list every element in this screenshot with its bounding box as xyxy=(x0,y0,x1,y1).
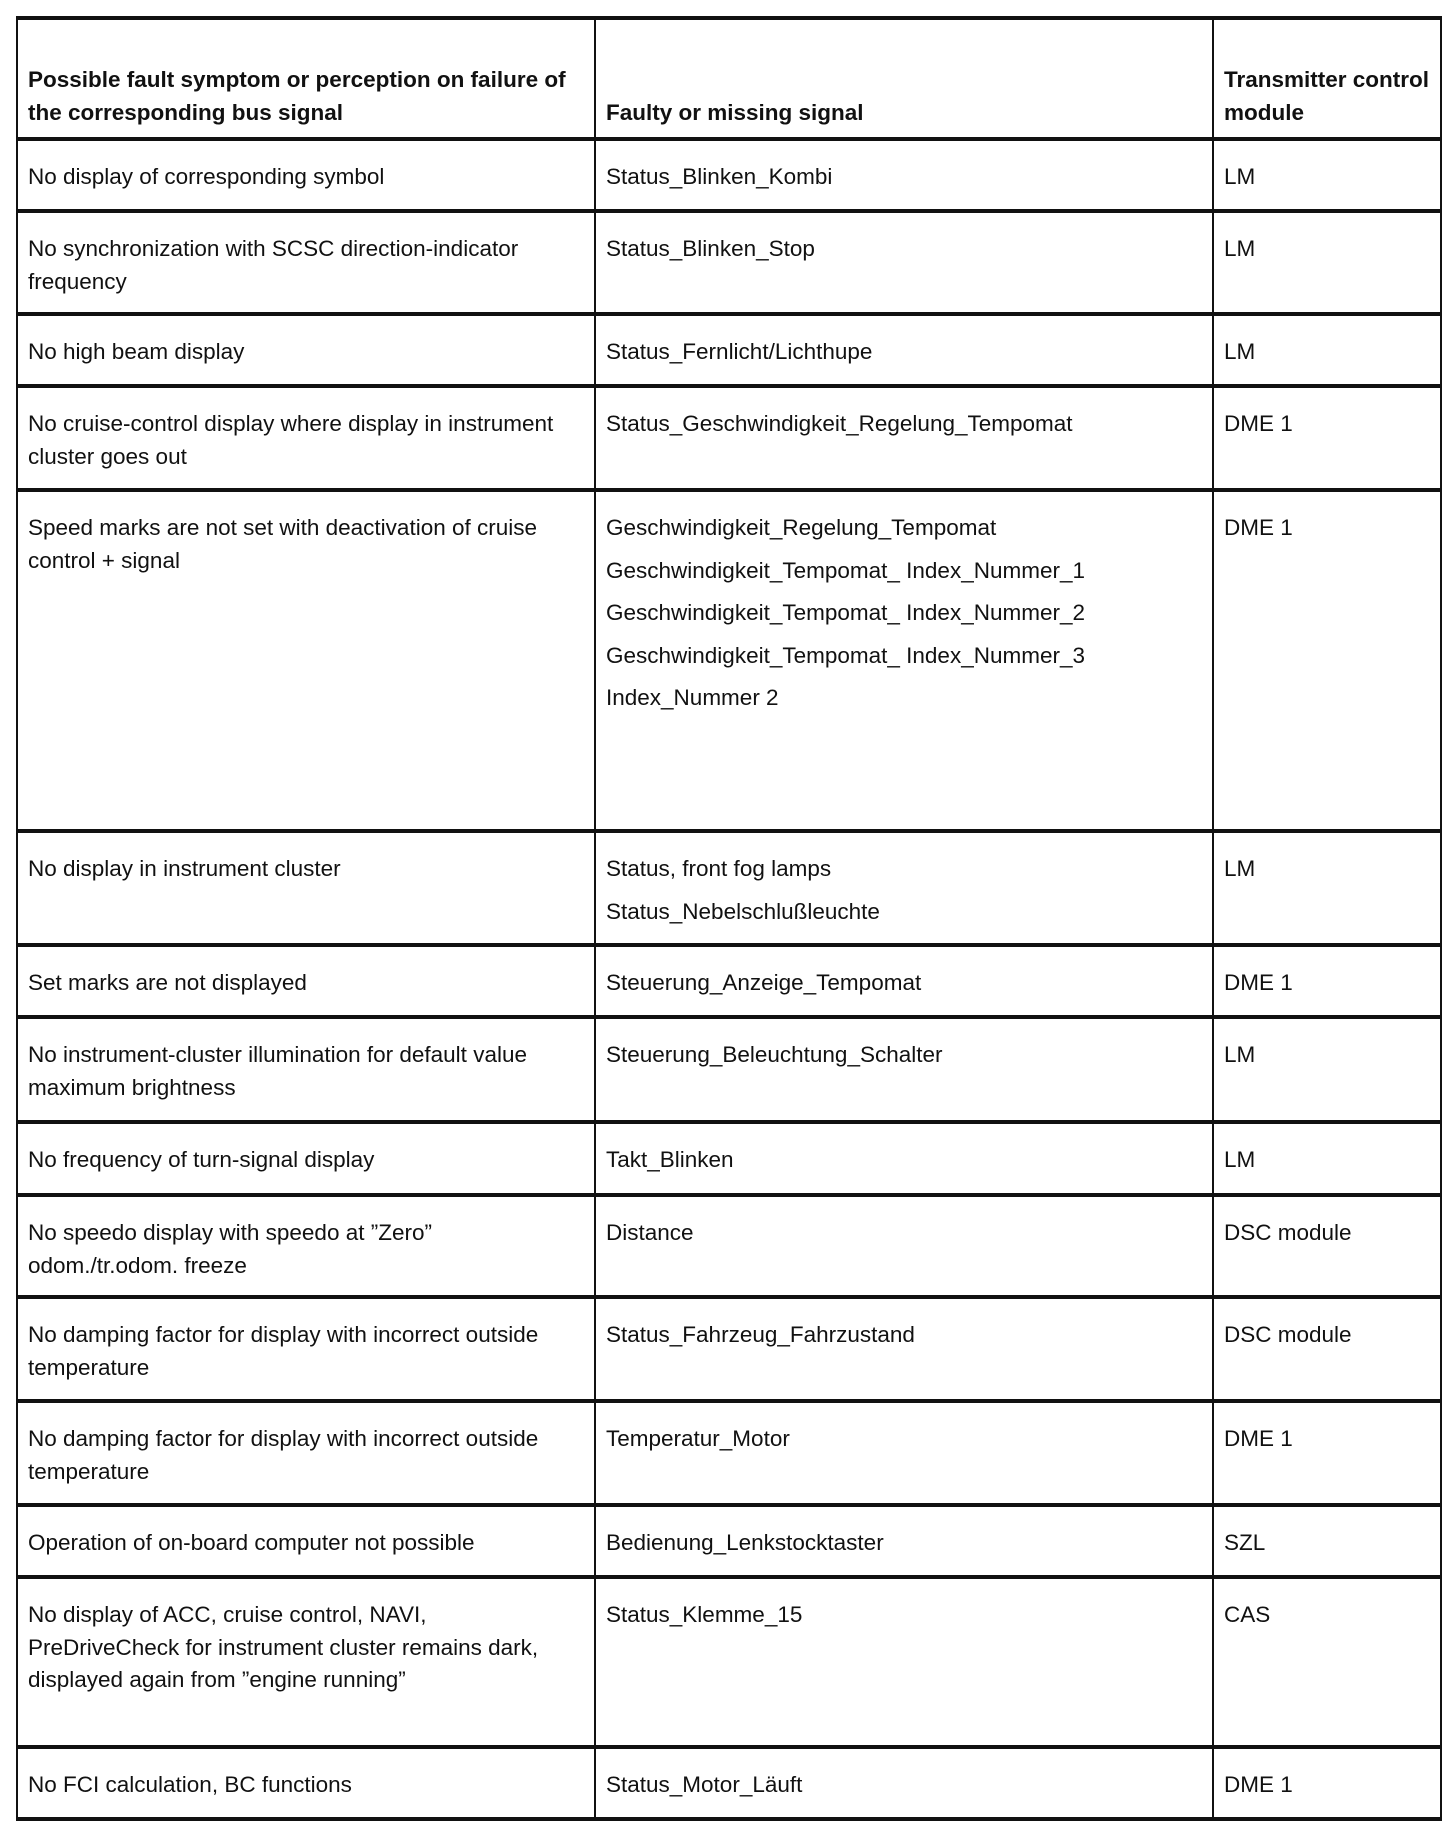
signal-cell xyxy=(595,1297,1213,1401)
signal-cell xyxy=(595,1747,1213,1819)
table-row xyxy=(17,1122,1441,1195)
signal-cell xyxy=(595,139,1213,211)
signal-name: Index_Nummer 2 xyxy=(606,685,779,710)
symptom-cell: No instrument-cluster illumination for default value maximum brightness xyxy=(17,1017,595,1122)
table-row xyxy=(17,1747,1441,1819)
symptom-cell: No synchronization with SCSC direction-indicator frequency xyxy=(17,211,595,314)
table-row xyxy=(17,139,1441,211)
signal-cell xyxy=(595,1401,1213,1505)
table-row xyxy=(17,1401,1441,1505)
signal-cell xyxy=(595,1577,1213,1747)
signal-cell xyxy=(595,831,1213,945)
table-row xyxy=(17,314,1441,386)
signal-name: Geschwindigkeit_Tempomat_ Index_Nummer_1 xyxy=(606,557,1085,583)
table-row xyxy=(17,831,1441,945)
header-row xyxy=(17,18,1441,139)
signal-cell xyxy=(595,386,1213,490)
signal-name: Status_Blinken_Kombi xyxy=(606,164,833,189)
signal-cell xyxy=(595,1505,1213,1577)
fault-signal-table xyxy=(16,16,1442,1821)
signal-name: Steuerung_Beleuchtung_Schalter xyxy=(606,1042,943,1067)
header-signal: Faulty or missing signal xyxy=(595,18,1213,139)
table-row xyxy=(17,490,1441,831)
symptom-cell: Speed marks are not set with deactivation of cruise control + signal xyxy=(17,490,595,831)
symptom-cell: No display of corresponding symbol xyxy=(17,139,595,211)
signal-name: Steuerung_Anzeige_Tempomat xyxy=(606,970,922,995)
signal-name: Geschwindigkeit_Tempomat_ Index_Nummer_2 xyxy=(606,600,1085,625)
signal-cell xyxy=(595,314,1213,386)
table-row xyxy=(17,211,1441,314)
module-cell: DME 1 xyxy=(1213,386,1441,490)
table-row xyxy=(17,945,1441,1017)
symptom-cell: Set marks are not displayed xyxy=(17,945,595,1017)
symptom-cell: No FCI calculation, BC functions xyxy=(17,1747,595,1819)
module-cell: CAS xyxy=(1213,1577,1441,1747)
signal-name: Status_Geschwindigkeit_Regelung_Tempomat xyxy=(606,411,1073,436)
signal-cell xyxy=(595,490,1213,831)
table-row xyxy=(17,1195,1441,1297)
module-cell: DSC module xyxy=(1213,1297,1441,1401)
module-cell: LM xyxy=(1213,831,1441,945)
symptom-cell: No damping factor for display with incorrect outside temperature xyxy=(17,1297,595,1401)
signal-name: Status_Fahrzeug_Fahrzustand xyxy=(606,1322,915,1347)
module-cell: LM xyxy=(1213,211,1441,314)
signal-name: Bedienung_Lenkstocktaster xyxy=(606,1530,884,1555)
module-cell: DME 1 xyxy=(1213,490,1441,831)
signal-cell xyxy=(595,1017,1213,1122)
table-row xyxy=(17,1297,1441,1401)
header-symptom: Possible fault symptom or perception on failure of the corresponding bus signal xyxy=(17,18,595,139)
symptom-cell: Operation of on-board computer not possible xyxy=(17,1505,595,1577)
signal-cell xyxy=(595,211,1213,314)
module-cell: DME 1 xyxy=(1213,1401,1441,1505)
module-cell: LM xyxy=(1213,314,1441,386)
signal-name: Status_Klemme_15 xyxy=(606,1602,803,1627)
signal-name: Status_Motor_Läuft xyxy=(606,1772,803,1797)
symptom-cell: No frequency of turn-signal display xyxy=(17,1122,595,1195)
table-row xyxy=(17,386,1441,490)
module-cell: DME 1 xyxy=(1213,945,1441,1017)
signal-name: Status, front fog lamps xyxy=(606,856,832,881)
signal-name: Status_Blinken_Stop xyxy=(606,236,815,261)
signal-name: Distance xyxy=(606,1220,694,1245)
header-module: Transmitter control module xyxy=(1213,18,1441,139)
signal-name: Geschwindigkeit_Tempomat_ Index_Nummer_3 xyxy=(606,642,1085,668)
signal-name: Status_Nebelschlußleuchte xyxy=(606,898,880,924)
symptom-cell: No display in instrument cluster xyxy=(17,831,595,945)
signal-name: Takt_Blinken xyxy=(606,1147,734,1172)
signal-cell xyxy=(595,1195,1213,1297)
module-cell: LM xyxy=(1213,1122,1441,1195)
symptom-cell: No high beam display xyxy=(17,314,595,386)
signal-name: Status_Fernlicht/Lichthupe xyxy=(606,339,873,364)
table-row xyxy=(17,1577,1441,1747)
table-row xyxy=(17,1017,1441,1122)
signal-cell xyxy=(595,945,1213,1017)
table-row xyxy=(17,1505,1441,1577)
module-cell: SZL xyxy=(1213,1505,1441,1577)
symptom-cell: No speedo display with speedo at ”Zero” odom./tr.odom. freeze xyxy=(17,1195,595,1297)
module-cell: LM xyxy=(1213,1017,1441,1122)
symptom-cell: No damping factor for display with incorrect outside temperature xyxy=(17,1401,595,1505)
module-cell: DME 1 xyxy=(1213,1747,1441,1819)
symptom-cell: No cruise-control display where display in instrument cluster goes out xyxy=(17,386,595,490)
signal-name: Geschwindigkeit_Regelung_Tempomat xyxy=(606,515,997,540)
signal-name: Temperatur_Motor xyxy=(606,1426,790,1451)
signal-cell xyxy=(595,1122,1213,1195)
module-cell: LM xyxy=(1213,139,1441,211)
module-cell: DSC module xyxy=(1213,1195,1441,1297)
symptom-cell: No display of ACC, cruise control, NAVI, PreDriveCheck for instrument cluster remains dark, displayed again from ”engine running” xyxy=(17,1577,595,1747)
